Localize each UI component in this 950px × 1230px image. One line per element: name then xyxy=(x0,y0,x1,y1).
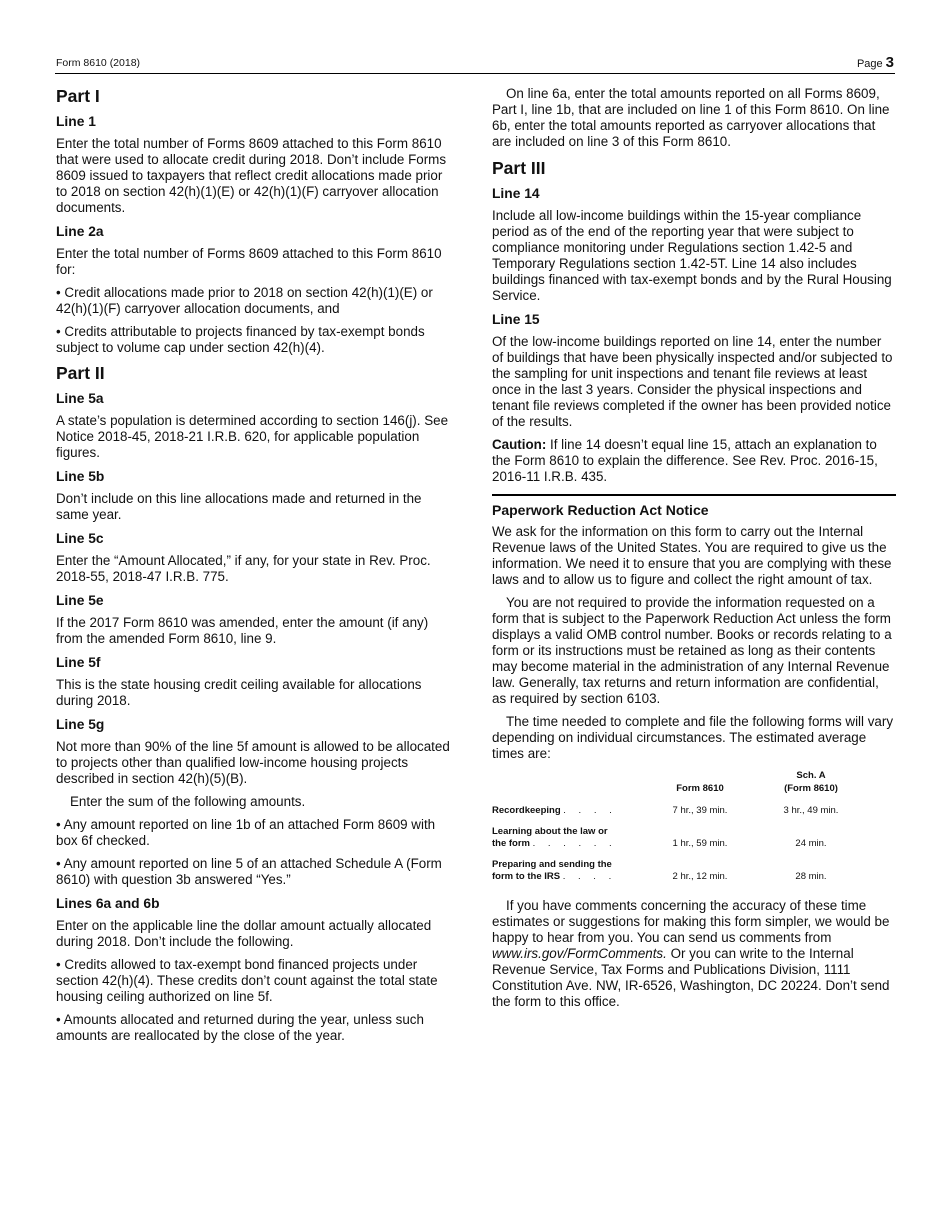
line14-text: Include all low-income buildings within the 15-year compliance period as of the end of the reporting year that were subject to compliance monitoring under Regulations section 1.42-5 and Temporary Regulations section 1.42-5T. Line 14 also includes buildings financed with tax-exempt bonds and by the Rural Housing Service. xyxy=(492,208,892,303)
table-row: Preparing and sending the form to the IRS . . . . 2 hr., 12 min. 28 min. xyxy=(492,859,862,892)
table-row: Learning about the law or the form . . . . . . 1 hr., 59 min. 24 min. xyxy=(492,826,862,859)
header-rule xyxy=(55,73,895,74)
line5e-heading: Line 5e xyxy=(56,593,104,608)
pra-paragraph-2: You are not required to provide the information requested on a form that is subject to the Paperwork Reduction Act unless the form displays a valid OMB control number. Books or records relating to a form or its instructions must be retained as long as their contents may become material in the administration of any Internal Revenue law. Generally, tax returns and return information are confidential, as required by section 6103. xyxy=(492,595,892,706)
lines6-bullet-2: • Amounts allocated and returned during the year, unless such amounts are reallocated by the close of the year. xyxy=(56,1012,424,1043)
line5g-text: Not more than 90% of the line 5f amount is allowed to be allocated to projects other than qualified low-income housing projects described in section 42(h)(5)(B). xyxy=(56,739,450,786)
part2-heading: Part II xyxy=(56,363,105,383)
lines6-text: Enter on the applicable line the dollar amount actually allocated during 2018. Don’t include the following. xyxy=(56,918,432,949)
comments-text-b: Or you can write to the Internal Revenue Service, Tax Forms and Publications Division, 1111 Constitution Ave. NW, IR-6526, Washington, DC 20224. Don’t send the form to this office. xyxy=(492,946,890,1009)
row-scha-value: 24 min. xyxy=(795,838,827,849)
line5g-bullet-2: • Any amount reported on line 5 of an attached Schedule A (Form 8610) with question 3b answered “Yes.” xyxy=(56,856,442,887)
line5c-heading: Line 5c xyxy=(56,531,104,546)
col-header-scha-line1: Sch. A xyxy=(796,770,826,781)
line5a-heading: Line 5a xyxy=(56,391,104,406)
page-number: 3 xyxy=(885,54,894,71)
line5f-heading: Line 5f xyxy=(56,655,101,670)
pra-rule xyxy=(492,494,896,496)
row-label-cont: form to the IRS xyxy=(492,871,561,882)
row-label: Recordkeeping xyxy=(492,805,561,816)
page-label: Page xyxy=(856,58,883,70)
caution-label: Caution: xyxy=(492,437,547,452)
row-label: Learning about the law or xyxy=(492,826,608,837)
comments-text-a: If you have comments concerning the accuracy of these time estimates or suggestions for making this form simpler, we would be happy to hear from you. You can send us comments from xyxy=(492,898,890,945)
row-form8610-value: 7 hr., 39 min. xyxy=(672,805,728,816)
line2a-heading: Line 2a xyxy=(56,224,104,239)
row-label-cont: the form xyxy=(492,838,530,849)
line2a-bullet-1: • Credit allocations made prior to 2018 on section 42(h)(1)(E) or 42(h)(1)(F) carryover allocation documents, and xyxy=(56,285,433,316)
col-header-scha-line2: (Form 8610) xyxy=(784,783,838,794)
page-indicator xyxy=(857,54,894,71)
line5b-heading: Line 5b xyxy=(56,469,105,484)
row-label: Preparing and sending the xyxy=(492,859,612,870)
line1-text: Enter the total number of Forms 8609 attached to this Form 8610 that were used to allocate credit during 2018. Don’t include Forms 8609 issued to taxpayers that reflect credit allocations made prior to 2018 on section 42(h)(1)(E) or 42(h)(1)(F) carryover allocation documents. xyxy=(56,136,447,215)
line5a-text: A state’s population is determined according to section 146(j). See Notice 2018-45, 2018-21 I.R.B. 620, for applicable population figures. xyxy=(56,413,449,460)
part3-heading: Part III xyxy=(492,158,546,178)
left-column xyxy=(56,86,454,1051)
comments-paragraph xyxy=(492,898,896,1010)
line6-continued-text: On line 6a, enter the total amounts reported on all Forms 8609, Part I, line 1b, that are included on line 1 of this Form 8610. On line 6b, enter the total amounts reported as carryover allocations that are included on line 3 of this Form 8610. xyxy=(492,86,890,149)
line5g-bullet-1: • Any amount reported on line 1b of an attached Form 8609 with box 6f checked. xyxy=(56,817,436,848)
line15-text: Of the low-income buildings reported on line 14, enter the number of buildings that have been physically inspected and/or subjected to the sampling for unit inspections and tenant file reviews at least once in the last 3 years. Consider the physical inspections and tenant file reviews completed if the owner has been provided notice of the results. xyxy=(492,334,893,429)
pra-paragraph-1: We ask for the information on this form to carry out the Internal Revenue laws of the United States. You are required to give us the information. We need it to ensure that you are complying with these laws and to allow us to figure and collect the right amount of tax. xyxy=(492,524,892,587)
line2a-text: Enter the total number of Forms 8609 attached to this Form 8610 for: xyxy=(56,246,442,277)
line5f-text: This is the state housing credit ceiling available for allocations during 2018. xyxy=(56,677,422,708)
table-row: Recordkeeping . . . . 7 hr., 39 min. 3 hr., 49 min. xyxy=(492,805,862,826)
line5e-text: If the 2017 Form 8610 was amended, enter the amount (if any) from the amended Form 8610, line 9. xyxy=(56,615,429,646)
pra-paragraph-3: The time needed to complete and file the following forms will vary depending on individual circumstances. The estimated average times are: xyxy=(492,714,894,761)
pra-heading: Paperwork Reduction Act Notice xyxy=(492,502,709,518)
table-header-row xyxy=(492,769,862,795)
col-header-scha xyxy=(760,769,862,795)
line5g-heading: Line 5g xyxy=(56,717,105,732)
lines6-bullet-1: • Credits allowed to tax-exempt bond financed projects under section 42(h)(4). These credits don’t count against the total state housing ceiling authorized on line 5f. xyxy=(56,957,438,1004)
form-label: Form 8610 (2018) xyxy=(56,57,141,69)
line5g-sum-text: Enter the sum of the following amounts. xyxy=(70,794,306,809)
lines6-heading: Lines 6a and 6b xyxy=(56,896,160,911)
line5b-text: Don’t include on this line allocations made and returned in the same year. xyxy=(56,491,422,522)
col-header-form8610: Form 8610 xyxy=(676,783,724,794)
caution-paragraph xyxy=(492,437,896,485)
line14-heading: Line 14 xyxy=(492,186,540,201)
line5c-text: Enter the “Amount Allocated,” if any, for your state in Rev. Proc. 2018-55, 2018-47 I.R.B. 775. xyxy=(56,553,431,584)
row-scha-value: 28 min. xyxy=(795,871,827,882)
line2a-bullet-2: • Credits attributable to projects financed by tax-exempt bonds subject to volume cap under section 42(h)(4). xyxy=(56,324,425,355)
part1-heading: Part I xyxy=(56,86,100,106)
line15-heading: Line 15 xyxy=(492,312,540,327)
caution-text: If line 14 doesn’t equal line 15, attach an explanation to the Form 8610 to explain the difference. See Rev. Proc. 2016-15, 2016-11 I.R.B. 435. xyxy=(492,437,878,484)
row-form8610-value: 1 hr., 59 min. xyxy=(672,838,728,849)
time-estimates-table xyxy=(492,769,862,892)
row-form8610-value: 2 hr., 12 min. xyxy=(672,871,728,882)
row-scha-value: 3 hr., 49 min. xyxy=(783,805,839,816)
line1-heading: Line 1 xyxy=(56,114,96,129)
right-column xyxy=(492,86,896,1017)
comments-url-link[interactable]: www.irs.gov/FormComments. xyxy=(492,946,667,961)
